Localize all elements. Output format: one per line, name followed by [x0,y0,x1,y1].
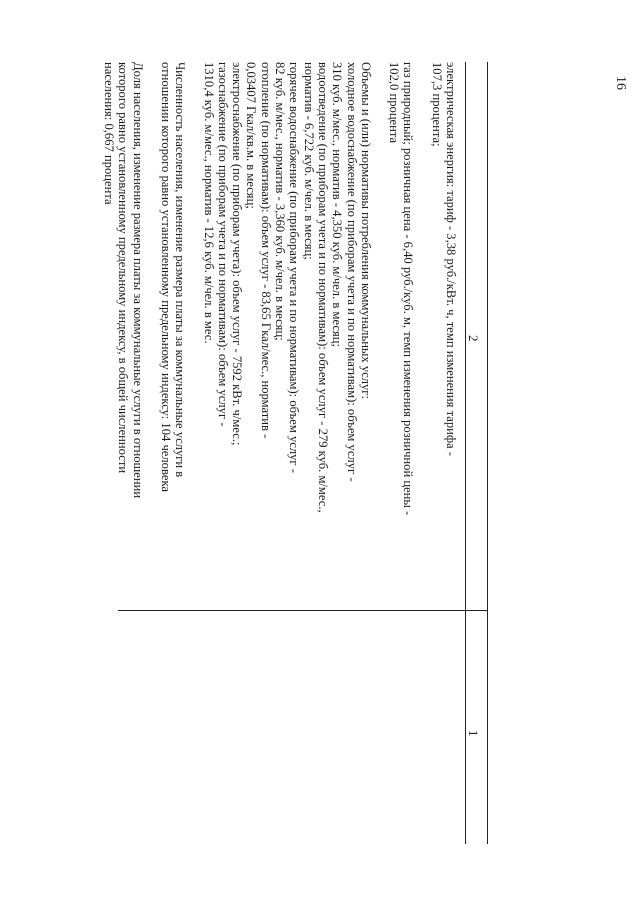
table-top-border [487,62,488,844]
page-number: 16 [613,76,628,90]
text-line: Численность населения, изменение размера платы за коммунальные услуги в [173,62,188,478]
paragraph [201,62,373,598]
text-line: 82 куб. м/мес., норматив - 3,360 куб. м/чел. в месяц; [273,62,288,341]
text-line: газоснабжение (по приборам учета и по нормативам): объем услуг - [215,62,230,427]
text-line: отопление (по нормативам): объем услуг - 83,65 Гкал/мес., норматив - [258,62,273,439]
text-line: 107,3 процента; [429,62,444,147]
text-line: водоотведение (по приборам учета и по нормативам): объем услуг - 279 куб. м/мес., [315,62,330,513]
rotated-table [102,62,488,844]
paragraph [387,62,416,598]
text-line: 1310,4 куб. м/мес., норматив - 12,6 куб. м/чел. в мес. [201,62,216,344]
col-2-number: 2 [466,335,481,342]
text-line: газ природный; розничная цена - 6,40 руб./куб. м, темп изменения розничной цены - [401,62,416,516]
text-line: электрическая энергия: тариф - 3,38 руб./кВт. ч, темп изменения тарифа - [444,62,458,456]
text-line: Объемы и (или) нормативы потребления коммунальных услуг: [358,62,373,399]
text-line: электроснабжение (по приборам учета): объем услуг - 7592 кВт. ч/мес.; [230,62,245,446]
text-line: которого равно установленному предельному индексу, в общей численности [116,62,131,474]
text-line: норматив - 6,722 куб. м/чел. в месяц; [301,62,316,260]
header-row-border [465,62,466,844]
paragraph [429,62,458,598]
paragraph [159,62,188,598]
text-line: Доля населения, изменение размера платы за коммунальные услуги в отношении [130,62,145,499]
text-line: горячее водоснабжение (по приборам учета и по нормативам): объем услуг - [287,62,302,473]
text-line: населения: 0,667 процента [102,62,117,205]
text-line: 310 куб. м/мес., норматив - 4,350 куб. м/чел. в месяц; [330,62,345,347]
column-divider [118,610,488,611]
text-line: отношении которого равно установленному предельному индексу: 104 человека [158,62,173,492]
col-1-number: 1 [466,730,481,737]
text-line: 102,0 процента [387,62,402,144]
text-line: 0,03407 Гкал/кв.м. в месяц; [244,62,259,209]
paragraph [102,62,145,598]
text-line: холодное водоснабжение (по приборам учета и по нормативам): объем услуг - [344,62,359,482]
column-2-content [102,62,458,598]
